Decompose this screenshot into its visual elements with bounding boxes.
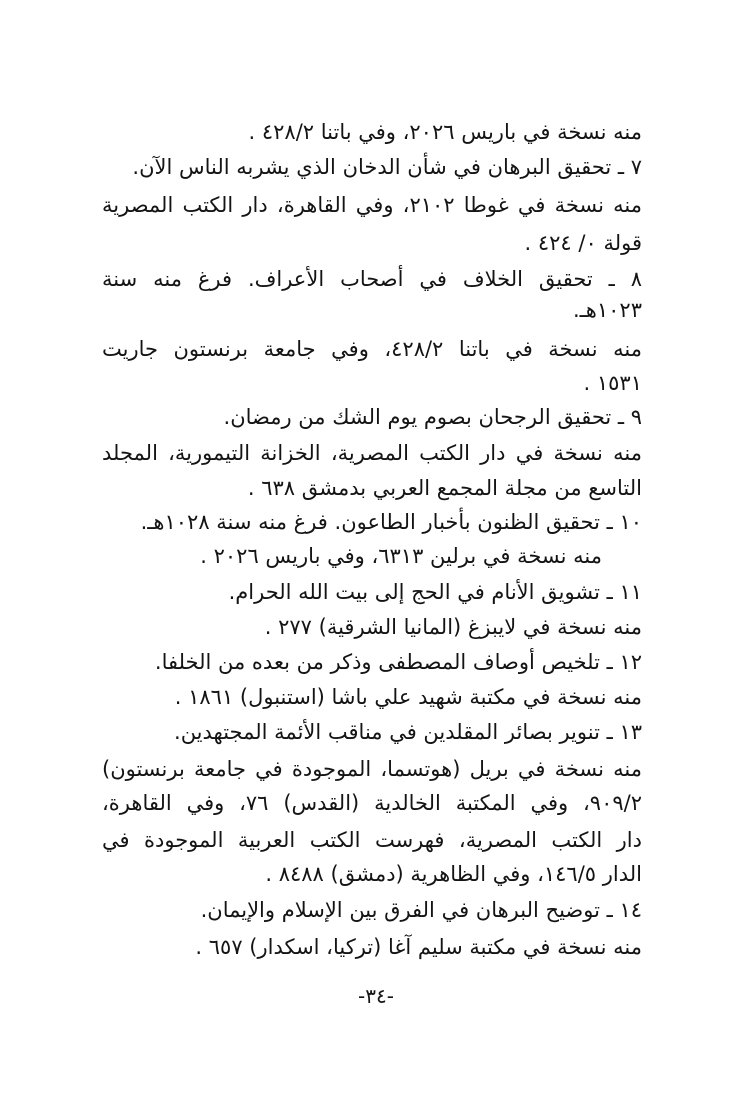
entry-10-title: ١٠ ـ تحقيق الظنون بأخبار الطاعون. فرغ منه سنة ١٠٢٨هـ. bbox=[140, 510, 642, 534]
entry-11-title: ١١ ـ تشويق الأنام في الحج إلى بيت الله الحرام. bbox=[228, 580, 642, 604]
entry-14-copies: منه نسخة في مكتبة سليم آغا (تركيا، اسكدار) ٦٥٧ . bbox=[195, 935, 642, 959]
entry-12-copies: منه نسخة في مكتبة شهيد علي باشا (استنبول) ١٨٦١ . bbox=[174, 685, 642, 709]
text-line-1: منه نسخة في باريس ٢٠٢٦، وفي باتنا ٤٢٨/٢ . bbox=[248, 120, 642, 144]
entry-11-copies: منه نسخة في لايبزغ (المانيا الشرقية) ٢٧٧ . bbox=[264, 615, 642, 639]
entry-7-title: ٧ ـ تحقيق البرهان في شأن الدخان الذي يشربه الناس الآن. bbox=[132, 155, 642, 179]
entry-14-title: ١٤ ـ توضيح البرهان في الفرق بين الإسلام والإيمان. bbox=[200, 898, 642, 922]
entry-9-copies-line-2: التاسع من مجلة المجمع العربي بدمشق ٦٣٨ . bbox=[247, 476, 642, 500]
entry-9-title: ٩ ـ تحقيق الرجحان بصوم يوم الشك من رمضان. bbox=[223, 405, 642, 429]
entry-13-copies-line-4: الدار ١٤٦/٥، وفي الظاهرية (دمشق) ٨٤٨٨ . bbox=[265, 862, 642, 886]
entry-7-copies-line-1: منه نسخة في غوطا ٢١٠٢، وفي القاهرة، دار الكتب المصرية bbox=[102, 193, 642, 217]
page-number: -٣٤- bbox=[358, 984, 394, 1008]
entry-12-title: ١٢ ـ تلخيص أوصاف المصطفى وذكر من بعده من الخلفا. bbox=[154, 650, 642, 674]
entry-8-copies-line-1: منه نسخة في باتنا ٤٢٨/٢، وفي جامعة برنستون جاريت bbox=[102, 337, 642, 361]
entry-13-title: ١٣ ـ تنوير بصائر المقلدين في مناقب الأئمة المجتهدين. bbox=[174, 720, 642, 744]
entry-13-copies-line-1: منه نسخة في بريل (هوتسما، الموجودة في جامعة برنستون) bbox=[102, 757, 642, 781]
entry-8-copies-line-2: ١٥٣١ . bbox=[583, 371, 642, 395]
entry-7-copies-line-2: قولة ٠/ ٤٢٤ . bbox=[524, 231, 642, 255]
entry-13-copies-line-3: دار الكتب المصرية، فهرست الكتب العربية الموجودة في bbox=[102, 828, 642, 852]
entry-10-copies: منه نسخة في برلين ٦٣١٣، وفي باريس ٢٠٢٦ . bbox=[200, 544, 602, 568]
entry-9-copies-line-1: منه نسخة في دار الكتب المصرية، الخزانة التيمورية، المجلد bbox=[102, 441, 642, 465]
entry-13-copies-line-2: ٩٠٩/٢، وفي المكتبة الخالدية (القدس) ٧٦، وفي القاهرة، bbox=[102, 791, 642, 815]
entry-8-title-line-1: ٨ ـ تحقيق الخلاف في أصحاب الأعراف. فرغ منه سنة bbox=[102, 267, 642, 291]
entry-8-title-line-2: ١٠٢٣هـ. bbox=[572, 298, 642, 322]
